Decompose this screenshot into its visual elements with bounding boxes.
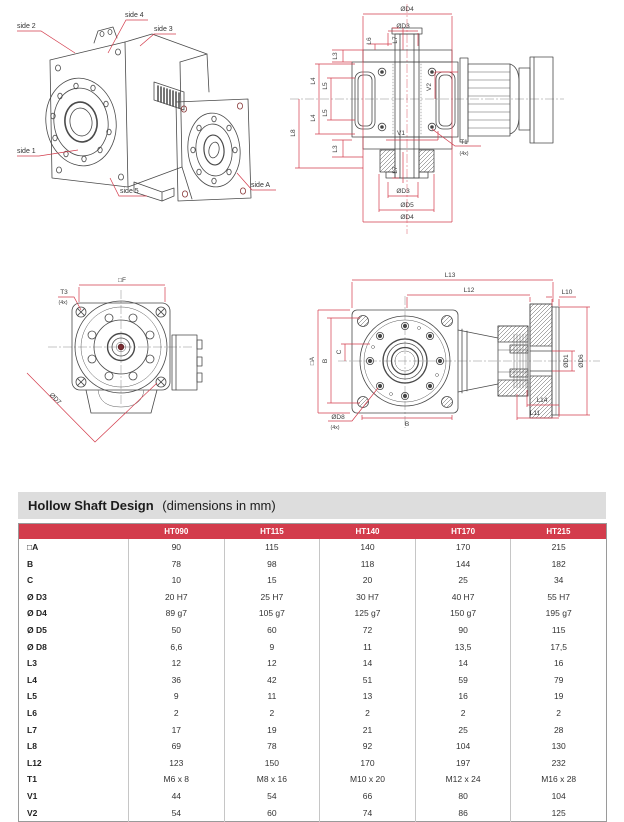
column-header: HT115: [224, 524, 320, 540]
dimension-value-cell: 78: [224, 738, 320, 755]
dimension-value-cell: 11: [224, 688, 320, 705]
dimension-value-cell: 92: [320, 738, 416, 755]
dim-t3: T3: [60, 289, 68, 296]
dimension-value-cell: 17,5: [511, 639, 607, 656]
dimension-value-cell: 13,5: [415, 639, 511, 656]
dimension-value-cell: 79: [511, 672, 607, 689]
dim-b-bottom: B: [404, 421, 410, 428]
column-header: HT090: [129, 524, 225, 540]
row-label: B: [27, 558, 34, 569]
dimension-value-cell: 12: [224, 655, 320, 672]
dimension-value-cell: 9: [224, 639, 320, 656]
front-view-drawing: [14, 266, 300, 492]
table-row: [19, 655, 607, 672]
dimension-value-cell: 197: [415, 755, 511, 772]
table-row: [19, 771, 607, 788]
dimension-value-cell: 90: [415, 622, 511, 639]
dim-l14: L14: [536, 397, 548, 404]
dimension-value-cell: 59: [415, 672, 511, 689]
dimension-value-cell: 86: [415, 805, 511, 822]
dim-l5-upper: L5: [322, 82, 329, 90]
dimension-value-cell: 10: [129, 572, 225, 589]
column-header: HT140: [320, 524, 416, 540]
dimension-value-cell: M10 x 20: [320, 771, 416, 788]
dim-d8-qty: (4x): [330, 425, 340, 431]
dimension-value-cell: 28: [511, 722, 607, 739]
dim-l6: L6: [366, 37, 373, 45]
dimension-value-cell: 78: [129, 556, 225, 573]
dimension-value-cell: 19: [224, 722, 320, 739]
dimension-value-cell: M6 x 8: [129, 771, 225, 788]
iso-gearbox-body: [40, 27, 251, 201]
table-row: [19, 705, 607, 722]
dimension-value-cell: 54: [224, 788, 320, 805]
dim-t1-qty: (4x): [459, 151, 469, 157]
dimension-value-cell: 69: [129, 738, 225, 755]
dimension-value-cell: 34: [511, 572, 607, 589]
dimension-value-cell: 115: [224, 539, 320, 556]
dimension-value-cell: 125: [511, 805, 607, 822]
dimension-value-cell: 2: [224, 705, 320, 722]
dimension-value-cell: 170: [415, 539, 511, 556]
table-row: [19, 622, 607, 639]
section-dimensions: [290, 6, 481, 222]
dimension-value-cell: 11: [320, 639, 416, 656]
table-title-bar: [18, 492, 606, 519]
table-row: [19, 738, 607, 755]
table-subtitle: (dimensions in mm): [162, 498, 276, 513]
dim-f: □F: [118, 277, 126, 284]
dimension-value-cell: 74: [320, 805, 416, 822]
empty-header-cell: [19, 524, 129, 540]
row-label: L8: [27, 741, 37, 752]
row-label: L4: [27, 674, 37, 685]
dim-l3-top: L3: [332, 52, 339, 60]
dimension-value-cell: 20 H7: [129, 589, 225, 606]
side-3-label: side 3: [154, 26, 173, 33]
dim-d4-top: ØD4: [400, 6, 414, 13]
dimension-value-cell: 16: [511, 655, 607, 672]
dimension-value-cell: 9: [129, 688, 225, 705]
dimension-value-cell: 60: [224, 805, 320, 822]
row-label: L3: [27, 658, 37, 669]
dimension-value-cell: 51: [320, 672, 416, 689]
row-label: Ø D5: [27, 624, 47, 635]
dimension-value-cell: 104: [511, 788, 607, 805]
table-row: [19, 572, 607, 589]
dimension-value-cell: 44: [129, 788, 225, 805]
table-row: [19, 556, 607, 573]
dim-l5-lower: L5: [322, 109, 329, 117]
row-label: V2: [27, 807, 38, 818]
dimension-value-cell: 182: [511, 556, 607, 573]
spec-table-section: [18, 492, 606, 822]
dim-d4-bottom: ØD4: [400, 214, 414, 221]
dimension-value-cell: 15: [224, 572, 320, 589]
dim-l7-top: L7: [392, 36, 399, 44]
dimension-value-cell: 16: [415, 688, 511, 705]
side-1-label: side 1: [17, 148, 36, 155]
dimension-value-cell: 40 H7: [415, 589, 511, 606]
dimension-value-cell: 30 H7: [320, 589, 416, 606]
table-row: [19, 788, 607, 805]
front-gearbox: [72, 301, 202, 413]
dimension-value-cell: 98: [224, 556, 320, 573]
dimension-value-cell: M16 x 28: [511, 771, 607, 788]
dim-t1: T1: [460, 139, 468, 146]
dimension-value-cell: 2: [511, 705, 607, 722]
dimension-value-cell: 150 g7: [415, 605, 511, 622]
dim-l11: L11: [529, 410, 541, 417]
dimension-value-cell: 21: [320, 722, 416, 739]
dimension-value-cell: 90: [129, 539, 225, 556]
row-label: L6: [27, 707, 37, 718]
row-label: L7: [27, 724, 37, 735]
dimension-value-cell: 115: [511, 622, 607, 639]
dimension-value-cell: 104: [415, 738, 511, 755]
column-header: HT170: [415, 524, 511, 540]
dim-c: C: [336, 349, 343, 355]
row-label: V1: [27, 790, 38, 801]
dimension-value-cell: 50: [129, 622, 225, 639]
table-header-row: [19, 524, 607, 540]
side-4-label: side 4: [125, 12, 144, 19]
dimension-value-cell: 42: [224, 672, 320, 689]
dimension-value-cell: 144: [415, 556, 511, 573]
dimension-value-cell: 130: [511, 738, 607, 755]
dim-b-left: B: [322, 358, 329, 364]
dim-d8: ØD8: [331, 414, 345, 421]
dimension-value-cell: 89 g7: [129, 605, 225, 622]
dim-v1: V1: [397, 130, 405, 137]
table-row: [19, 805, 607, 822]
table-row: [19, 688, 607, 705]
dimension-value-cell: 195 g7: [511, 605, 607, 622]
dimension-value-cell: 2: [320, 705, 416, 722]
dimension-value-cell: 80: [415, 788, 511, 805]
dim-l8: L8: [290, 129, 297, 137]
side-2-label: side 2: [17, 23, 36, 30]
dimension-value-cell: 25: [415, 722, 511, 739]
dimension-value-cell: 123: [129, 755, 225, 772]
dimension-value-cell: 150: [224, 755, 320, 772]
dimension-value-cell: 2: [415, 705, 511, 722]
dimension-value-cell: 66: [320, 788, 416, 805]
dimension-value-cell: M12 x 24: [415, 771, 511, 788]
dim-l3-bottom: L3: [332, 145, 339, 153]
row-label: C: [27, 575, 34, 586]
dimension-value-cell: 14: [415, 655, 511, 672]
side-5-label: side 5: [120, 188, 139, 195]
row-label: Ø D4: [27, 608, 47, 619]
row-label: L5: [27, 691, 37, 702]
dim-d1: ØD1: [563, 354, 570, 368]
table-row: [19, 539, 607, 556]
dim-d6: ØD6: [578, 354, 585, 368]
dimension-value-cell: M8 x 16: [224, 771, 320, 788]
side-a-label: side A: [251, 182, 271, 189]
dim-l10: L10: [561, 289, 573, 296]
dim-l4-lower: L4: [310, 114, 317, 122]
dimension-value-cell: 13: [320, 688, 416, 705]
table-title: Hollow Shaft Design: [28, 498, 154, 513]
dim-l7-bottom: L7: [392, 166, 399, 174]
dimension-value-cell: 55 H7: [511, 589, 607, 606]
dimension-value-cell: 19: [511, 688, 607, 705]
dimension-value-cell: 118: [320, 556, 416, 573]
dim-d5: ØD5: [400, 202, 414, 209]
table-row: [19, 755, 607, 772]
dimension-value-cell: 140: [320, 539, 416, 556]
dim-l13: L13: [444, 272, 456, 279]
dimensions-table: [18, 523, 607, 822]
dim-a: □A: [309, 356, 316, 366]
table-row: [19, 605, 607, 622]
dim-l12: L12: [463, 287, 475, 294]
section-view-drawing: [288, 0, 624, 240]
iso-side-labels: [17, 12, 276, 196]
dim-d3-bottom: ØD3: [396, 188, 410, 195]
table-row: [19, 722, 607, 739]
section-gearbox: [352, 28, 553, 178]
dim-v2: V2: [426, 83, 433, 91]
dimension-value-cell: 36: [129, 672, 225, 689]
row-label: Ø D8: [27, 641, 47, 652]
dim-t3-qty: (4x): [58, 300, 68, 306]
table-row: [19, 672, 607, 689]
column-header: HT215: [511, 524, 607, 540]
dimension-value-cell: 170: [320, 755, 416, 772]
row-label: T1: [27, 774, 37, 785]
dimension-value-cell: 232: [511, 755, 607, 772]
dimension-value-cell: 20: [320, 572, 416, 589]
dimension-value-cell: 17: [129, 722, 225, 739]
dim-d7: ØD7: [47, 391, 63, 407]
dimension-value-cell: 6,6: [129, 639, 225, 656]
dim-d3-top: ØD3: [396, 23, 410, 30]
table-row: [19, 639, 607, 656]
dimension-value-cell: 105 g7: [224, 605, 320, 622]
dim-l4-upper: L4: [310, 77, 317, 85]
dimension-value-cell: 2: [129, 705, 225, 722]
isometric-view-drawing: [8, 2, 294, 220]
dimension-value-cell: 12: [129, 655, 225, 672]
row-label: Ø D3: [27, 591, 47, 602]
row-label: L12: [27, 757, 42, 768]
dimension-value-cell: 72: [320, 622, 416, 639]
dimension-value-cell: 14: [320, 655, 416, 672]
row-label: □A: [27, 542, 39, 552]
dimension-value-cell: 60: [224, 622, 320, 639]
dimension-value-cell: 54: [129, 805, 225, 822]
dimension-value-cell: 25: [415, 572, 511, 589]
table-row: [19, 589, 607, 606]
dimension-value-cell: 125 g7: [320, 605, 416, 622]
dimension-value-cell: 215: [511, 539, 607, 556]
dimension-value-cell: 25 H7: [224, 589, 320, 606]
side-view-drawing: [300, 266, 624, 492]
